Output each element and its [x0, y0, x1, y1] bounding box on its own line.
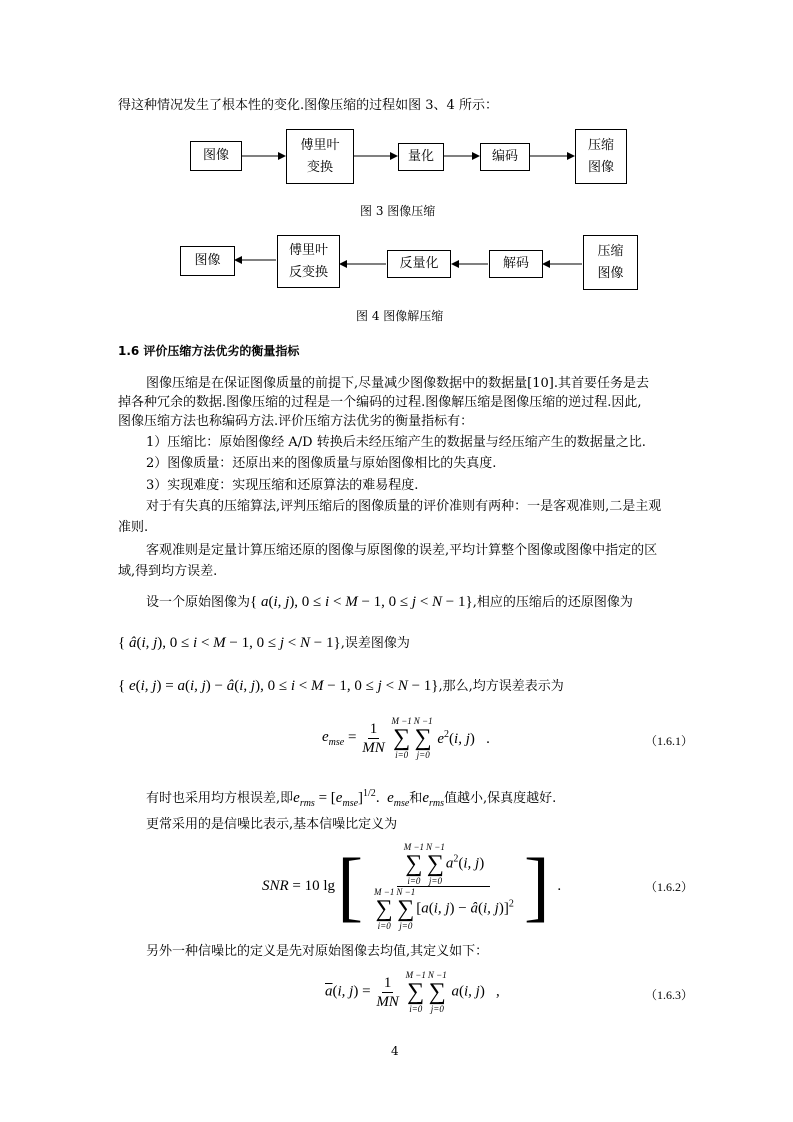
- list-item-3: 3）实现难度：实现压缩和还原算法的难易程度.: [146, 478, 419, 493]
- fig3-box-encode: 编码: [480, 143, 530, 171]
- flow-arrows: [0, 0, 793, 330]
- rms-line: 有时也采用均方根误差,即$e_{rms} = [e_{mse}]^{1/2}$. $e_{mse}$和$e_{rms}$值越小,保真度越好.: [146, 788, 557, 809]
- fig4-box-dequantize: 反量化: [387, 250, 451, 278]
- eq-number-3: （1.6.3）: [645, 988, 694, 1002]
- snr-intro: 更常采用的是信噪比表示,基本信噪比定义为: [146, 817, 398, 832]
- equation-mse: $e_{mse}$ = $\frac{1}{MN}$ M −1 ∑ i=0 N −1 ∑ j=0 $e^2(i$, j) .: [322, 716, 490, 760]
- fig4-box-inverse-fourier: 傅里叶 反变换: [277, 235, 340, 288]
- fig3-box-compressed: 压缩 图像: [575, 129, 627, 184]
- fig3-box-image: 图像: [190, 141, 242, 171]
- fig4-caption: 图 4 图像解压缩: [356, 309, 444, 323]
- para1-line1: 图像压缩是在保证图像质量的前提下,尽量减少图像数据中的数据量[10].其首要任务是去: [146, 376, 649, 391]
- equation-mean: $\overline{a}(i$, j) = $\frac{1}{MN}$ M −1 ∑ i=0 N −1 ∑ j=0 a(i, j) ,: [325, 970, 500, 1014]
- fig4-box-image: 图像: [180, 246, 235, 276]
- eq-number-1: （1.6.1）: [645, 734, 694, 748]
- fig4-box-compressed: 压缩 图像: [583, 235, 638, 290]
- para3-line2: 域,得到均方误差.: [118, 564, 218, 579]
- eq-number-2: （1.6.2）: [645, 880, 694, 894]
- intro-line: 得这种情况发生了根本性的变化.图像压缩的过程如图 3、4 所示：: [118, 98, 498, 113]
- recon-image-line: { â(i, j), 0 ≤ i < M − 1, 0 ≤ j < N − 1},误差图像为: [118, 635, 410, 651]
- error-image-line: { e(i, j) = a(i, j) − â(i, j), 0 ≤ i < M − 1, 0 ≤ j < N − 1},那么,均方误差表示为: [118, 678, 564, 694]
- fig3-caption: 图 3 图像压缩: [360, 204, 436, 218]
- para2-line1: 对于有失真的压缩算法,评判压缩后的图像质量的评价准则有两种：一是客观准则,二是主观: [146, 499, 662, 514]
- para1-line3: 图像压缩方法也称编码方法.评价压缩方法优劣的衡量指标有：: [118, 414, 474, 429]
- orig-image-line: 设一个原始图像为{ a(i, j), 0 ≤ i < M − 1, 0 ≤ j < N − 1},相应的压缩后的还原图像为: [146, 594, 633, 610]
- section-heading: 1.6 评价压缩方法优劣的衡量指标: [118, 344, 300, 358]
- para2-line2: 准则.: [118, 520, 149, 535]
- fig4-box-decode: 解码: [489, 250, 543, 278]
- fig3-box-fourier: 傅里叶 变换: [286, 129, 354, 184]
- equation-snr: SNR = 10 lg [ M −1 ∑ i=0 N −1 ∑ j=0 $a^2(i$, j) M −1 ∑ i=0 N −1 ∑ j=0 [a(i, j) − â(i, j)]$^2$ ] .: [262, 841, 562, 931]
- list-item-2: 2）图像质量：还原出来的图像质量与原始图像相比的失真度.: [146, 456, 497, 471]
- fig3-box-quantize: 量化: [398, 143, 444, 171]
- para1-line2: 掉各种冗余的数据.图像压缩的过程是一个编码的过程.图像解压缩是图像压缩的逆过程.因此,: [118, 395, 642, 410]
- list-item-1: 1）压缩比：原始图像经 A/D 转换后未经压缩产生的数据量与经压缩产生的数据量之比.: [146, 435, 646, 450]
- page-number: 4: [391, 1044, 399, 1058]
- mean-intro: 另外一种信噪比的定义是先对原始图像去均值,其定义如下：: [146, 944, 489, 959]
- para3-line1: 客观准则是定量计算压缩还原的图像与原图像的误差,平均计算整个图像或图像中指定的区: [146, 543, 658, 558]
